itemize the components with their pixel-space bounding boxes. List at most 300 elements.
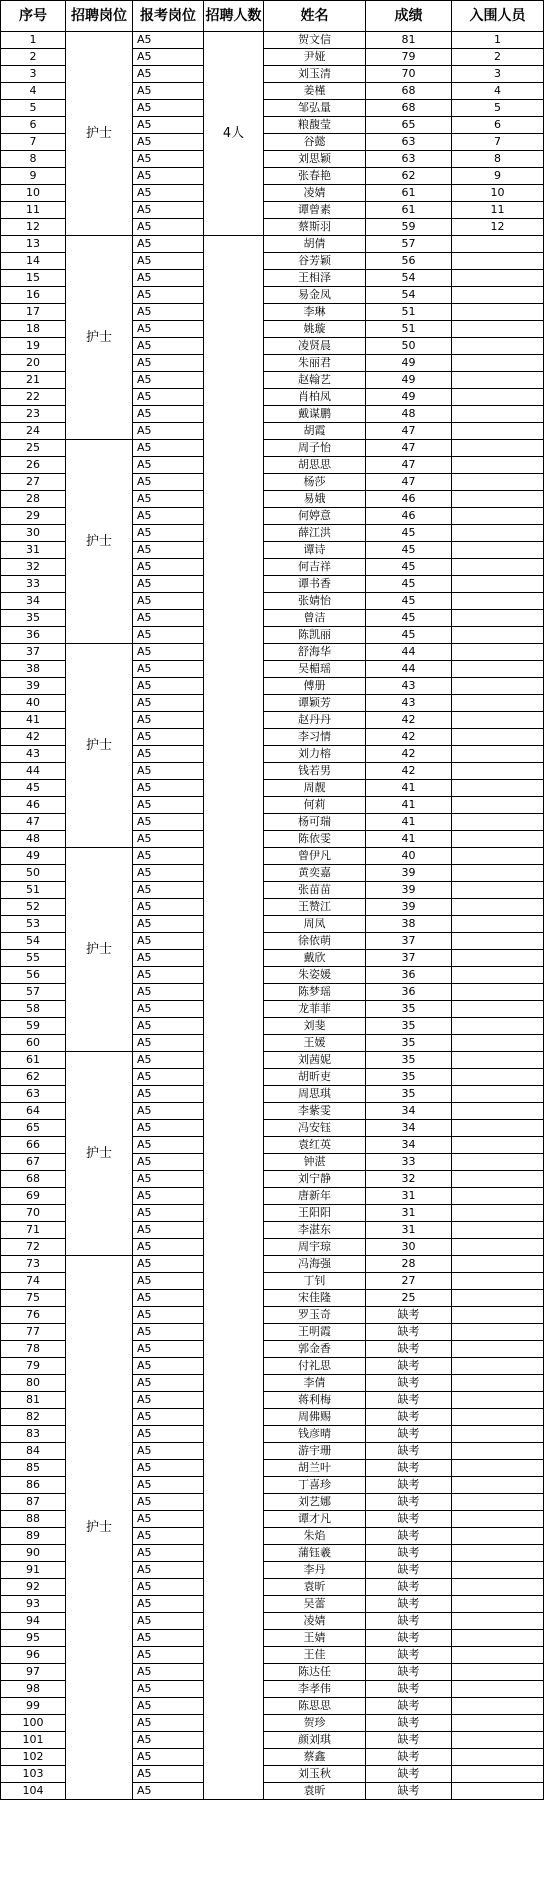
row-shortlist — [452, 746, 544, 763]
row-name: 胡昕吏 — [264, 1069, 366, 1086]
row-score: 54 — [366, 287, 452, 304]
row-seq: 76 — [1, 1307, 66, 1324]
row-apply-post: A5 — [133, 1579, 204, 1596]
row-seq: 27 — [1, 474, 66, 491]
row-apply-post: A5 — [133, 712, 204, 729]
row-shortlist — [452, 848, 544, 865]
table-row — [1, 32, 544, 49]
row-shortlist — [452, 865, 544, 882]
row-seq: 104 — [1, 1783, 66, 1800]
row-seq: 29 — [1, 508, 66, 525]
row-apply-post: A5 — [133, 865, 204, 882]
row-score: 35 — [366, 1018, 452, 1035]
row-apply-post: A5 — [133, 848, 204, 865]
row-shortlist — [452, 1749, 544, 1766]
row-name: 易金凤 — [264, 287, 366, 304]
row-score: 68 — [366, 100, 452, 117]
row-shortlist — [452, 457, 544, 474]
row-name: 李丹 — [264, 1562, 366, 1579]
row-name: 周宇琼 — [264, 1239, 366, 1256]
row-score: 28 — [366, 1256, 452, 1273]
row-apply-post: A5 — [133, 661, 204, 678]
row-shortlist — [452, 1205, 544, 1222]
row-seq: 40 — [1, 695, 66, 712]
row-shortlist — [452, 950, 544, 967]
row-seq: 70 — [1, 1205, 66, 1222]
row-score: 缺考 — [366, 1392, 452, 1409]
recruit-post-cell: 护士 — [66, 1052, 133, 1256]
row-score: 65 — [366, 117, 452, 134]
row-score: 48 — [366, 406, 452, 423]
row-score: 缺考 — [366, 1698, 452, 1715]
row-name: 袁昕 — [264, 1783, 366, 1800]
row-shortlist — [452, 1188, 544, 1205]
row-apply-post: A5 — [133, 882, 204, 899]
row-seq: 95 — [1, 1630, 66, 1647]
row-apply-post: A5 — [133, 287, 204, 304]
row-score: 38 — [366, 916, 452, 933]
row-apply-post: A5 — [133, 1749, 204, 1766]
row-shortlist — [452, 1426, 544, 1443]
row-apply-post: A5 — [133, 678, 204, 695]
row-name: 李倩 — [264, 1375, 366, 1392]
row-name: 王明霞 — [264, 1324, 366, 1341]
row-seq: 12 — [1, 219, 66, 236]
row-name: 唐新年 — [264, 1188, 366, 1205]
row-score: 缺考 — [366, 1732, 452, 1749]
row-score: 缺考 — [366, 1375, 452, 1392]
row-apply-post: A5 — [133, 151, 204, 168]
row-score: 35 — [366, 1001, 452, 1018]
row-shortlist — [452, 1324, 544, 1341]
row-shortlist — [452, 1290, 544, 1307]
row-seq: 17 — [1, 304, 66, 321]
row-shortlist — [452, 304, 544, 321]
row-name: 冯安钰 — [264, 1120, 366, 1137]
row-shortlist — [452, 627, 544, 644]
row-shortlist — [452, 1256, 544, 1273]
row-apply-post: A5 — [133, 100, 204, 117]
row-name: 吴楣瑶 — [264, 661, 366, 678]
row-apply-post: A5 — [133, 1307, 204, 1324]
row-name: 蔡斯羽 — [264, 219, 366, 236]
row-apply-post: A5 — [133, 1256, 204, 1273]
row-seq: 71 — [1, 1222, 66, 1239]
row-score: 49 — [366, 355, 452, 372]
row-name: 冯海强 — [264, 1256, 366, 1273]
row-seq: 66 — [1, 1137, 66, 1154]
row-apply-post: A5 — [133, 780, 204, 797]
row-score: 缺考 — [366, 1766, 452, 1783]
row-shortlist — [452, 1715, 544, 1732]
row-apply-post: A5 — [133, 1290, 204, 1307]
row-apply-post: A5 — [133, 1460, 204, 1477]
row-seq: 81 — [1, 1392, 66, 1409]
row-apply-post: A5 — [133, 1426, 204, 1443]
row-name: 李习情 — [264, 729, 366, 746]
row-seq: 2 — [1, 49, 66, 66]
table-row — [1, 440, 544, 457]
row-seq: 19 — [1, 338, 66, 355]
row-seq: 72 — [1, 1239, 66, 1256]
row-name: 王佳 — [264, 1647, 366, 1664]
row-apply-post: A5 — [133, 763, 204, 780]
row-apply-post: A5 — [133, 933, 204, 950]
row-apply-post: A5 — [133, 1698, 204, 1715]
row-name: 李琳 — [264, 304, 366, 321]
row-name: 刘宁静 — [264, 1171, 366, 1188]
row-score: 32 — [366, 1171, 452, 1188]
row-shortlist: 1 — [452, 32, 544, 49]
row-apply-post: A5 — [133, 899, 204, 916]
row-shortlist: 8 — [452, 151, 544, 168]
row-apply-post: A5 — [133, 559, 204, 576]
row-score: 46 — [366, 491, 452, 508]
row-score: 25 — [366, 1290, 452, 1307]
row-seq: 45 — [1, 780, 66, 797]
row-seq: 47 — [1, 814, 66, 831]
row-name: 刘力榕 — [264, 746, 366, 763]
row-seq: 61 — [1, 1052, 66, 1069]
row-apply-post: A5 — [133, 1664, 204, 1681]
row-apply-post: A5 — [133, 1375, 204, 1392]
row-name: 周思琪 — [264, 1086, 366, 1103]
row-name: 赵翰艺 — [264, 372, 366, 389]
row-shortlist — [452, 1664, 544, 1681]
row-shortlist — [452, 780, 544, 797]
row-name: 粮馥莹 — [264, 117, 366, 134]
row-shortlist — [452, 321, 544, 338]
row-name: 尹娅 — [264, 49, 366, 66]
row-seq: 31 — [1, 542, 66, 559]
row-shortlist — [452, 542, 544, 559]
row-seq: 69 — [1, 1188, 66, 1205]
row-shortlist: 7 — [452, 134, 544, 151]
row-seq: 75 — [1, 1290, 66, 1307]
row-apply-post: A5 — [133, 389, 204, 406]
row-name: 谷懿 — [264, 134, 366, 151]
row-apply-post: A5 — [133, 406, 204, 423]
row-name: 易娥 — [264, 491, 366, 508]
row-shortlist — [452, 661, 544, 678]
row-score: 81 — [366, 32, 452, 49]
row-seq: 86 — [1, 1477, 66, 1494]
row-name: 周凤 — [264, 916, 366, 933]
row-seq: 13 — [1, 236, 66, 253]
row-seq: 7 — [1, 134, 66, 151]
row-seq: 59 — [1, 1018, 66, 1035]
row-apply-post: A5 — [133, 1018, 204, 1035]
row-score: 34 — [366, 1103, 452, 1120]
row-seq: 28 — [1, 491, 66, 508]
row-seq: 38 — [1, 661, 66, 678]
row-seq: 48 — [1, 831, 66, 848]
row-seq: 99 — [1, 1698, 66, 1715]
row-apply-post: A5 — [133, 372, 204, 389]
row-shortlist — [452, 440, 544, 457]
row-name: 凌贤晨 — [264, 338, 366, 355]
row-score: 35 — [366, 1035, 452, 1052]
row-score: 45 — [366, 593, 452, 610]
row-apply-post: A5 — [133, 1613, 204, 1630]
row-apply-post: A5 — [133, 1715, 204, 1732]
row-shortlist — [452, 1545, 544, 1562]
row-shortlist — [452, 1766, 544, 1783]
row-name: 陈凯丽 — [264, 627, 366, 644]
row-seq: 78 — [1, 1341, 66, 1358]
row-seq: 51 — [1, 882, 66, 899]
row-seq: 65 — [1, 1120, 66, 1137]
row-name: 钱若男 — [264, 763, 366, 780]
table-row — [1, 236, 544, 253]
row-name: 贺珍 — [264, 1715, 366, 1732]
row-apply-post: A5 — [133, 1239, 204, 1256]
row-name: 王阳阳 — [264, 1205, 366, 1222]
header-recruit-count: 招聘人数 — [204, 1, 264, 32]
row-seq: 82 — [1, 1409, 66, 1426]
row-apply-post: A5 — [133, 644, 204, 661]
row-apply-post: A5 — [133, 1188, 204, 1205]
row-apply-post: A5 — [133, 440, 204, 457]
row-seq: 98 — [1, 1681, 66, 1698]
row-shortlist — [452, 1477, 544, 1494]
row-apply-post: A5 — [133, 1120, 204, 1137]
row-seq: 8 — [1, 151, 66, 168]
row-name: 陈依雯 — [264, 831, 366, 848]
row-apply-post: A5 — [133, 984, 204, 1001]
row-shortlist — [452, 1273, 544, 1290]
row-shortlist — [452, 338, 544, 355]
header-shortlist: 入围人员 — [452, 1, 544, 32]
row-apply-post: A5 — [133, 1035, 204, 1052]
row-name: 张苗苗 — [264, 882, 366, 899]
row-score: 61 — [366, 202, 452, 219]
row-name: 郭金香 — [264, 1341, 366, 1358]
row-seq: 56 — [1, 967, 66, 984]
row-shortlist — [452, 1222, 544, 1239]
row-name: 姜槿 — [264, 83, 366, 100]
row-shortlist — [452, 406, 544, 423]
row-seq: 32 — [1, 559, 66, 576]
row-apply-post: A5 — [133, 610, 204, 627]
row-apply-post: A5 — [133, 593, 204, 610]
row-apply-post: A5 — [133, 1630, 204, 1647]
row-name: 袁昕 — [264, 1579, 366, 1596]
row-score: 47 — [366, 440, 452, 457]
row-apply-post: A5 — [133, 508, 204, 525]
row-seq: 79 — [1, 1358, 66, 1375]
row-apply-post: A5 — [133, 270, 204, 287]
row-apply-post: A5 — [133, 1069, 204, 1086]
row-score: 缺考 — [366, 1324, 452, 1341]
row-score: 42 — [366, 712, 452, 729]
row-name: 刘思颖 — [264, 151, 366, 168]
row-seq: 39 — [1, 678, 66, 695]
row-name: 邹弘量 — [264, 100, 366, 117]
row-score: 缺考 — [366, 1477, 452, 1494]
row-apply-post: A5 — [133, 168, 204, 185]
row-score: 68 — [366, 83, 452, 100]
row-apply-post: A5 — [133, 304, 204, 321]
row-score: 39 — [366, 882, 452, 899]
row-seq: 42 — [1, 729, 66, 746]
row-apply-post: A5 — [133, 1137, 204, 1154]
row-seq: 26 — [1, 457, 66, 474]
row-score: 47 — [366, 474, 452, 491]
header-apply-post: 报考岗位 — [133, 1, 204, 32]
row-shortlist — [452, 967, 544, 984]
row-score: 70 — [366, 66, 452, 83]
row-apply-post: A5 — [133, 219, 204, 236]
row-name: 王赞江 — [264, 899, 366, 916]
row-apply-post: A5 — [133, 1154, 204, 1171]
header-row — [1, 1, 544, 32]
row-seq: 85 — [1, 1460, 66, 1477]
row-name: 胡霞 — [264, 423, 366, 440]
row-score: 41 — [366, 797, 452, 814]
row-name: 刘斐 — [264, 1018, 366, 1035]
row-apply-post: A5 — [133, 117, 204, 134]
row-name: 王媛 — [264, 1035, 366, 1052]
row-shortlist — [452, 814, 544, 831]
row-shortlist — [452, 1494, 544, 1511]
row-apply-post: A5 — [133, 236, 204, 253]
table-row — [1, 1256, 544, 1273]
row-score: 42 — [366, 763, 452, 780]
recruit-post-cell: 护士 — [66, 1256, 133, 1800]
row-score: 41 — [366, 780, 452, 797]
row-score: 57 — [366, 236, 452, 253]
row-name: 谭才凡 — [264, 1511, 366, 1528]
row-name: 杨莎 — [264, 474, 366, 491]
row-score: 49 — [366, 372, 452, 389]
row-seq: 41 — [1, 712, 66, 729]
row-score: 39 — [366, 865, 452, 882]
row-shortlist — [452, 1375, 544, 1392]
row-seq: 3 — [1, 66, 66, 83]
row-score: 缺考 — [366, 1562, 452, 1579]
row-apply-post: A5 — [133, 1171, 204, 1188]
row-name: 姚璇 — [264, 321, 366, 338]
row-score: 47 — [366, 423, 452, 440]
row-score: 30 — [366, 1239, 452, 1256]
row-seq: 11 — [1, 202, 66, 219]
row-shortlist — [452, 593, 544, 610]
row-apply-post: A5 — [133, 1358, 204, 1375]
row-score: 缺考 — [366, 1494, 452, 1511]
row-seq: 101 — [1, 1732, 66, 1749]
row-apply-post: A5 — [133, 1528, 204, 1545]
recruit-post-cell: 护士 — [66, 32, 133, 236]
row-name: 胡兰叶 — [264, 1460, 366, 1477]
row-seq: 36 — [1, 627, 66, 644]
row-name: 肖柏凤 — [264, 389, 366, 406]
table-row — [1, 1052, 544, 1069]
row-name: 蒋利梅 — [264, 1392, 366, 1409]
row-name: 凌婧 — [264, 185, 366, 202]
row-apply-post: A5 — [133, 1647, 204, 1664]
row-score: 缺考 — [366, 1511, 452, 1528]
row-shortlist — [452, 882, 544, 899]
recruit-post-cell: 护士 — [66, 236, 133, 440]
row-shortlist — [452, 508, 544, 525]
row-shortlist — [452, 1358, 544, 1375]
row-score: 46 — [366, 508, 452, 525]
row-seq: 68 — [1, 1171, 66, 1188]
row-score: 36 — [366, 984, 452, 1001]
row-shortlist — [452, 1613, 544, 1630]
row-name: 戴欣 — [264, 950, 366, 967]
row-seq: 30 — [1, 525, 66, 542]
row-apply-post: A5 — [133, 1222, 204, 1239]
row-name: 吴蕾 — [264, 1596, 366, 1613]
row-shortlist — [452, 644, 544, 661]
row-seq: 94 — [1, 1613, 66, 1630]
row-name: 丁喜珍 — [264, 1477, 366, 1494]
row-name: 傅册 — [264, 678, 366, 695]
row-apply-post: A5 — [133, 1545, 204, 1562]
row-name: 谷芳颖 — [264, 253, 366, 270]
row-score: 缺考 — [366, 1749, 452, 1766]
row-score: 缺考 — [366, 1409, 452, 1426]
row-seq: 50 — [1, 865, 66, 882]
row-name: 朱丽君 — [264, 355, 366, 372]
row-score: 缺考 — [366, 1545, 452, 1562]
row-seq: 62 — [1, 1069, 66, 1086]
row-seq: 100 — [1, 1715, 66, 1732]
row-score: 45 — [366, 576, 452, 593]
row-name: 付礼思 — [264, 1358, 366, 1375]
row-apply-post: A5 — [133, 1205, 204, 1222]
row-seq: 4 — [1, 83, 66, 100]
row-apply-post: A5 — [133, 1392, 204, 1409]
row-shortlist — [452, 984, 544, 1001]
row-score: 31 — [366, 1188, 452, 1205]
row-shortlist — [452, 1341, 544, 1358]
row-name: 杨可瑞 — [264, 814, 366, 831]
row-apply-post: A5 — [133, 950, 204, 967]
row-seq: 24 — [1, 423, 66, 440]
row-apply-post: A5 — [133, 831, 204, 848]
row-score: 42 — [366, 729, 452, 746]
row-seq: 67 — [1, 1154, 66, 1171]
row-apply-post: A5 — [133, 83, 204, 100]
row-seq: 21 — [1, 372, 66, 389]
row-score: 缺考 — [366, 1341, 452, 1358]
row-name: 王相泽 — [264, 270, 366, 287]
row-apply-post: A5 — [133, 797, 204, 814]
row-seq: 43 — [1, 746, 66, 763]
row-name: 舒海华 — [264, 644, 366, 661]
row-shortlist — [452, 491, 544, 508]
row-score: 45 — [366, 610, 452, 627]
row-seq: 23 — [1, 406, 66, 423]
row-name: 刘茜妮 — [264, 1052, 366, 1069]
row-shortlist — [452, 678, 544, 695]
row-apply-post: A5 — [133, 134, 204, 151]
row-shortlist — [452, 1596, 544, 1613]
row-score: 44 — [366, 644, 452, 661]
row-seq: 88 — [1, 1511, 66, 1528]
row-shortlist — [452, 1239, 544, 1256]
row-apply-post: A5 — [133, 542, 204, 559]
row-shortlist — [452, 1137, 544, 1154]
header-name: 姓名 — [264, 1, 366, 32]
row-name: 王婧 — [264, 1630, 366, 1647]
row-apply-post: A5 — [133, 1477, 204, 1494]
row-score: 54 — [366, 270, 452, 287]
row-shortlist — [452, 1630, 544, 1647]
